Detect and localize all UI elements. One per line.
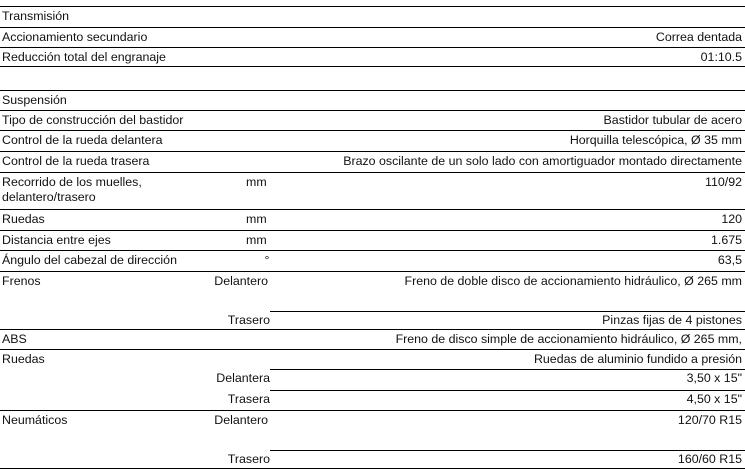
- row-label: Distancia entre ejes: [2, 233, 111, 247]
- table-row: [0, 230, 745, 250]
- row-unit: mm: [246, 233, 267, 247]
- row-label: Accionamiento secundario: [2, 30, 148, 44]
- row-value: 1.675: [710, 233, 742, 247]
- row-value: 4,50 x 15": [686, 392, 742, 406]
- row-value: 120/70 R15: [677, 413, 742, 427]
- row-value: Horquilla telescópica, Ø 35 mm: [569, 133, 742, 147]
- row-sublabel: Trasera: [227, 392, 270, 406]
- table-row-neumaticos: [0, 410, 745, 450]
- section-title: Transmisión: [2, 9, 70, 23]
- table-row: [0, 209, 745, 230]
- table-row-frenos: [0, 271, 745, 311]
- row-label: Frenos: [2, 274, 41, 288]
- table-row-abs: [0, 329, 745, 349]
- row-value: 3,50 x 15": [686, 371, 742, 385]
- table-row: [0, 151, 745, 172]
- row-label: Tipo de construcción del bastidor: [2, 113, 184, 127]
- row-value: Correa dentada: [655, 30, 742, 44]
- row-sublabel: Trasero: [227, 313, 270, 327]
- section-transmision: [0, 6, 745, 27]
- table-row: [0, 47, 745, 67]
- row-sublabel: Trasero: [227, 452, 270, 466]
- row-value: Freno de disco simple de accionamiento hidráulico, Ø 265 mm,: [395, 332, 742, 346]
- table-row: [0, 27, 745, 47]
- row-label: Control de la rueda delantera: [2, 133, 163, 147]
- section-suspension: [0, 90, 745, 110]
- row-value: 63,5: [717, 253, 742, 267]
- row-label: Ángulo del cabezal de dirección: [2, 253, 177, 267]
- row-label: ABS: [2, 332, 27, 346]
- row-sublabel: Delantero: [214, 274, 268, 288]
- table-row: [0, 390, 745, 410]
- row-value: Ruedas de aluminio fundido a presión: [533, 352, 742, 366]
- row-value: 120: [721, 212, 742, 226]
- row-label: Recorrido de los muelles, delantero/trasero: [2, 175, 142, 204]
- table-row: [0, 110, 745, 130]
- table-row: [0, 130, 745, 151]
- table-row: [0, 369, 745, 390]
- row-sublabel: Delantera: [216, 371, 270, 385]
- row-label: Control de la rueda trasera: [2, 154, 150, 168]
- row-value: 01:10.5: [700, 50, 742, 64]
- table-row: [0, 250, 745, 271]
- row-unit: °: [264, 253, 270, 267]
- table-row-ruedas: [0, 349, 745, 369]
- row-label: Ruedas: [2, 212, 45, 226]
- row-label: Ruedas: [2, 352, 45, 366]
- table-row: [0, 311, 745, 329]
- row-unit: mm: [246, 212, 267, 226]
- table-row: [0, 172, 745, 209]
- row-label: Reducción total del engranaje: [2, 50, 166, 64]
- row-value: Bastidor tubular de acero: [603, 113, 742, 127]
- row-sublabel: Delantero: [214, 413, 268, 427]
- row-value: 160/60 R15: [677, 452, 742, 466]
- table-row: [0, 450, 745, 469]
- row-value: 110/92: [705, 175, 742, 189]
- section-title: Suspensión: [2, 93, 67, 107]
- row-value: Pinzas fijas de 4 pistones: [602, 313, 742, 327]
- row-unit: mm: [246, 175, 267, 189]
- row-value: Freno de doble disco de accionamiento hidráulico, Ø 265 mm: [404, 274, 742, 288]
- row-label: Neumáticos: [2, 413, 68, 427]
- row-value: Brazo oscilante de un solo lado con amortiguador montado directamente: [343, 154, 742, 168]
